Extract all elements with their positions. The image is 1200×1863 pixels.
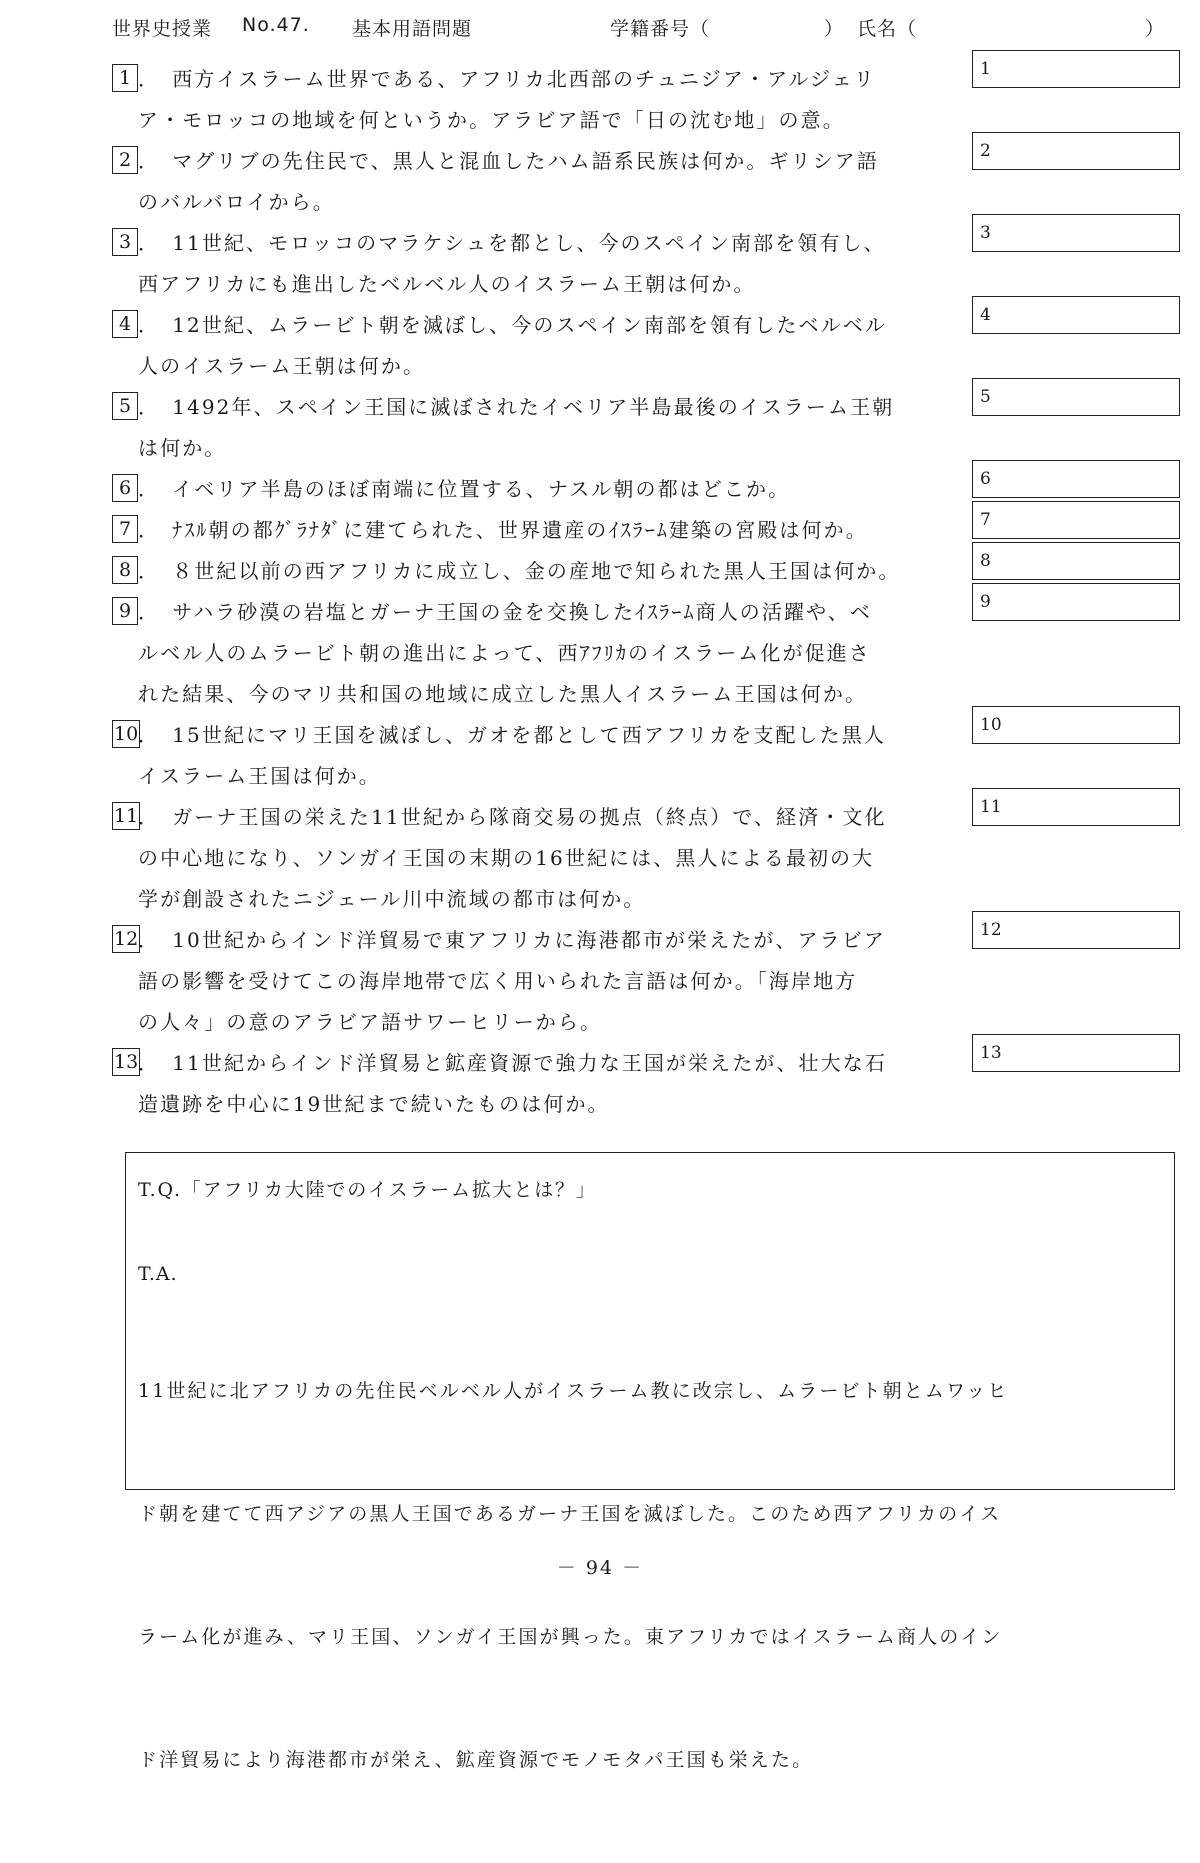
answer-box-label: 8 xyxy=(980,551,991,571)
question-line: れた結果、今のマリ共和国の地域に成立した黒人イスラーム王国は何か。 xyxy=(138,682,868,706)
answer-box-label: 13 xyxy=(980,1043,1002,1063)
ta-answer-line: ラーム化が進み、マリ王国、ソンガイ王国が興った。東アフリカではイスラーム商人のイン xyxy=(138,1626,1003,1648)
question-number: 1 xyxy=(112,64,138,92)
question-text xyxy=(138,387,968,469)
question-line: ． 10世紀からインド洋貿易で東アフリカに海港都市が栄えたが、アラビア xyxy=(138,928,886,952)
answer-box-label: 11 xyxy=(980,797,1002,817)
question-line: ． 11世紀からインド洋貿易と鉱産資源で強力な王国が栄えたが、壮大な石 xyxy=(138,1051,887,1075)
answer-box-label: 9 xyxy=(980,592,991,612)
question-number: 2 xyxy=(112,146,138,174)
answer-box[interactable] xyxy=(972,911,1180,949)
answer-box[interactable] xyxy=(972,296,1180,334)
name-close: ） xyxy=(1145,18,1166,40)
student-id-label: 学籍番号（ xyxy=(610,18,711,40)
question-text xyxy=(138,59,968,141)
answer-box[interactable] xyxy=(972,583,1180,621)
question-number: 3 xyxy=(112,228,138,256)
question-number: 6 xyxy=(112,474,138,502)
question-number: 7 xyxy=(112,515,138,543)
question-line: の中心地になり、ソンガイ王国の末期の16世紀には、黒人による最初の大 xyxy=(138,846,875,870)
answer-box-label: 10 xyxy=(980,715,1002,735)
answer-box[interactable] xyxy=(972,50,1180,88)
answer-box-label: 5 xyxy=(980,387,991,407)
page-number: － 94 － xyxy=(556,1557,644,1579)
question-number: 13 xyxy=(112,1048,140,1076)
answer-box[interactable] xyxy=(972,378,1180,416)
question-text xyxy=(138,551,968,592)
worksheet-header xyxy=(112,8,1180,42)
question-line: 人のイスラーム王朝は何か。 xyxy=(138,354,426,378)
question-text xyxy=(138,510,968,551)
question-text xyxy=(138,223,968,305)
answer-box[interactable] xyxy=(972,706,1180,744)
question-text xyxy=(138,1043,968,1125)
question-line: ルベル人のムラービト朝の進出によって、西ｱﾌﾘｶのイスラーム化が促進さ xyxy=(138,641,871,665)
question-line: ． ﾅｽﾙ朝の都ｸﾞﾗﾅﾀﾞに建てられた、世界遺産のｲｽﾗｰﾑ建築の宮殿は何か。 xyxy=(138,518,868,542)
question-line: ． 11世紀、モロッコのマラケシュを都とし、今のスペイン南部を領有し、 xyxy=(138,231,886,255)
question-line: ． マグリブの先住民で、黒人と混血したハム語系民族は何か。ギリシア語 xyxy=(138,149,879,173)
answer-box[interactable] xyxy=(972,214,1180,252)
question-line: ． イベリア半島のほぼ南端に位置する、ナスル朝の都はどこか。 xyxy=(138,477,791,501)
question-text xyxy=(138,469,968,510)
question-number: 12 xyxy=(112,925,140,953)
question-number: 11 xyxy=(112,802,140,830)
question-number: 8 xyxy=(112,556,138,584)
question-number: 4 xyxy=(112,310,138,338)
question-number: 9 xyxy=(112,597,138,625)
answer-box-label: 6 xyxy=(980,469,991,489)
answer-box[interactable] xyxy=(972,788,1180,826)
answer-box-label: 4 xyxy=(980,305,991,325)
question-line: ． 西方イスラーム世界である、アフリカ北西部のチュニジア・アルジェリ xyxy=(138,67,876,91)
question-text xyxy=(138,141,968,223)
question-line: は何か。 xyxy=(138,436,227,460)
question-number: 5 xyxy=(112,392,138,420)
question-line: の人々」の意のアラビア語サワーヒリーから。 xyxy=(138,1010,603,1034)
question-line: 学が創設されたニジェール川中流域の都市は何か。 xyxy=(138,887,646,911)
question-line: ． サハラ砂漠の岩塩とガーナ王国の金を交換したｲｽﾗｰﾑ商人の活躍や、ベ xyxy=(138,600,872,624)
answer-box[interactable] xyxy=(972,501,1180,539)
question-line: 西アフリカにも進出したベルベル人のイスラーム王朝は何か。 xyxy=(138,272,756,296)
answer-box-label: 3 xyxy=(980,223,991,243)
question-text xyxy=(138,305,968,387)
answer-box[interactable] xyxy=(972,1034,1180,1072)
worksheet-kind: 基本用語問題 xyxy=(352,18,473,40)
ta-answer-line: ド洋貿易により海港都市が栄え、鉱産資源でモノモタパ王国も栄えた。 xyxy=(138,1749,814,1771)
answer-box[interactable] xyxy=(972,542,1180,580)
question-line: ． ８世紀以前の西アフリカに成立し、金の産地で知られた黒人王国は何か。 xyxy=(138,559,901,583)
ta-answer-line: 11世紀に北アフリカの先住民ベルベル人がイスラーム教に改宗し、ムラービト朝とムワッヒ xyxy=(138,1380,1009,1402)
tq-question: T.Q.「アフリカ大陸でのイスラーム拡大とは？」 xyxy=(138,1179,597,1201)
ta-answer-line: ド朝を建てて西アジアの黒人王国であるガーナ王国を滅ぼした。このため西アフリカのイス xyxy=(138,1503,1002,1525)
question-text xyxy=(138,592,968,715)
answer-box-label: 2 xyxy=(980,141,991,161)
question-text xyxy=(138,715,968,797)
answer-box-label: 12 xyxy=(980,920,1002,940)
question-text xyxy=(138,797,968,920)
answer-box-label: 1 xyxy=(980,59,991,79)
question-line: ． 15世紀にマリ王国を滅ぼし、ガオを都として西アフリカを支配した黒人 xyxy=(138,723,886,747)
answer-box[interactable] xyxy=(972,132,1180,170)
question-line: のバルバロイから。 xyxy=(138,190,335,214)
ta-label: T.A. xyxy=(138,1263,178,1285)
question-line: ア・モロッコの地域を何というか。アラビア語で「日の沈む地」の意。 xyxy=(138,108,845,132)
worksheet-number: No.47. xyxy=(242,14,310,36)
answer-box-label: 7 xyxy=(980,510,991,530)
question-text xyxy=(138,920,968,1043)
question-line: ． 12世紀、ムラービト朝を滅ぼし、今のスペイン南部を領有したベルベル xyxy=(138,313,887,337)
question-line: 造遺跡を中心に19世紀まで続いたものは何か。 xyxy=(138,1092,610,1116)
question-line: ． 1492年、スペイン王国に滅ぼされたイベリア半島最後のイスラーム王朝 xyxy=(138,395,895,419)
course-title: 世界史授業 xyxy=(112,18,213,40)
answer-box[interactable] xyxy=(972,460,1180,498)
student-id-close: ） xyxy=(824,18,845,40)
question-line: 語の影響を受けてこの海岸地帯で広く用いられた言語は何か。「海岸地方 xyxy=(138,969,858,993)
question-number: 10 xyxy=(112,720,140,748)
name-label: 氏名（ xyxy=(857,18,918,40)
question-line: ． ガーナ王国の栄えた11世紀から隊商交易の拠点（終点）で、経済・文化 xyxy=(138,805,887,829)
question-line: イスラーム王国は何か。 xyxy=(138,764,381,788)
